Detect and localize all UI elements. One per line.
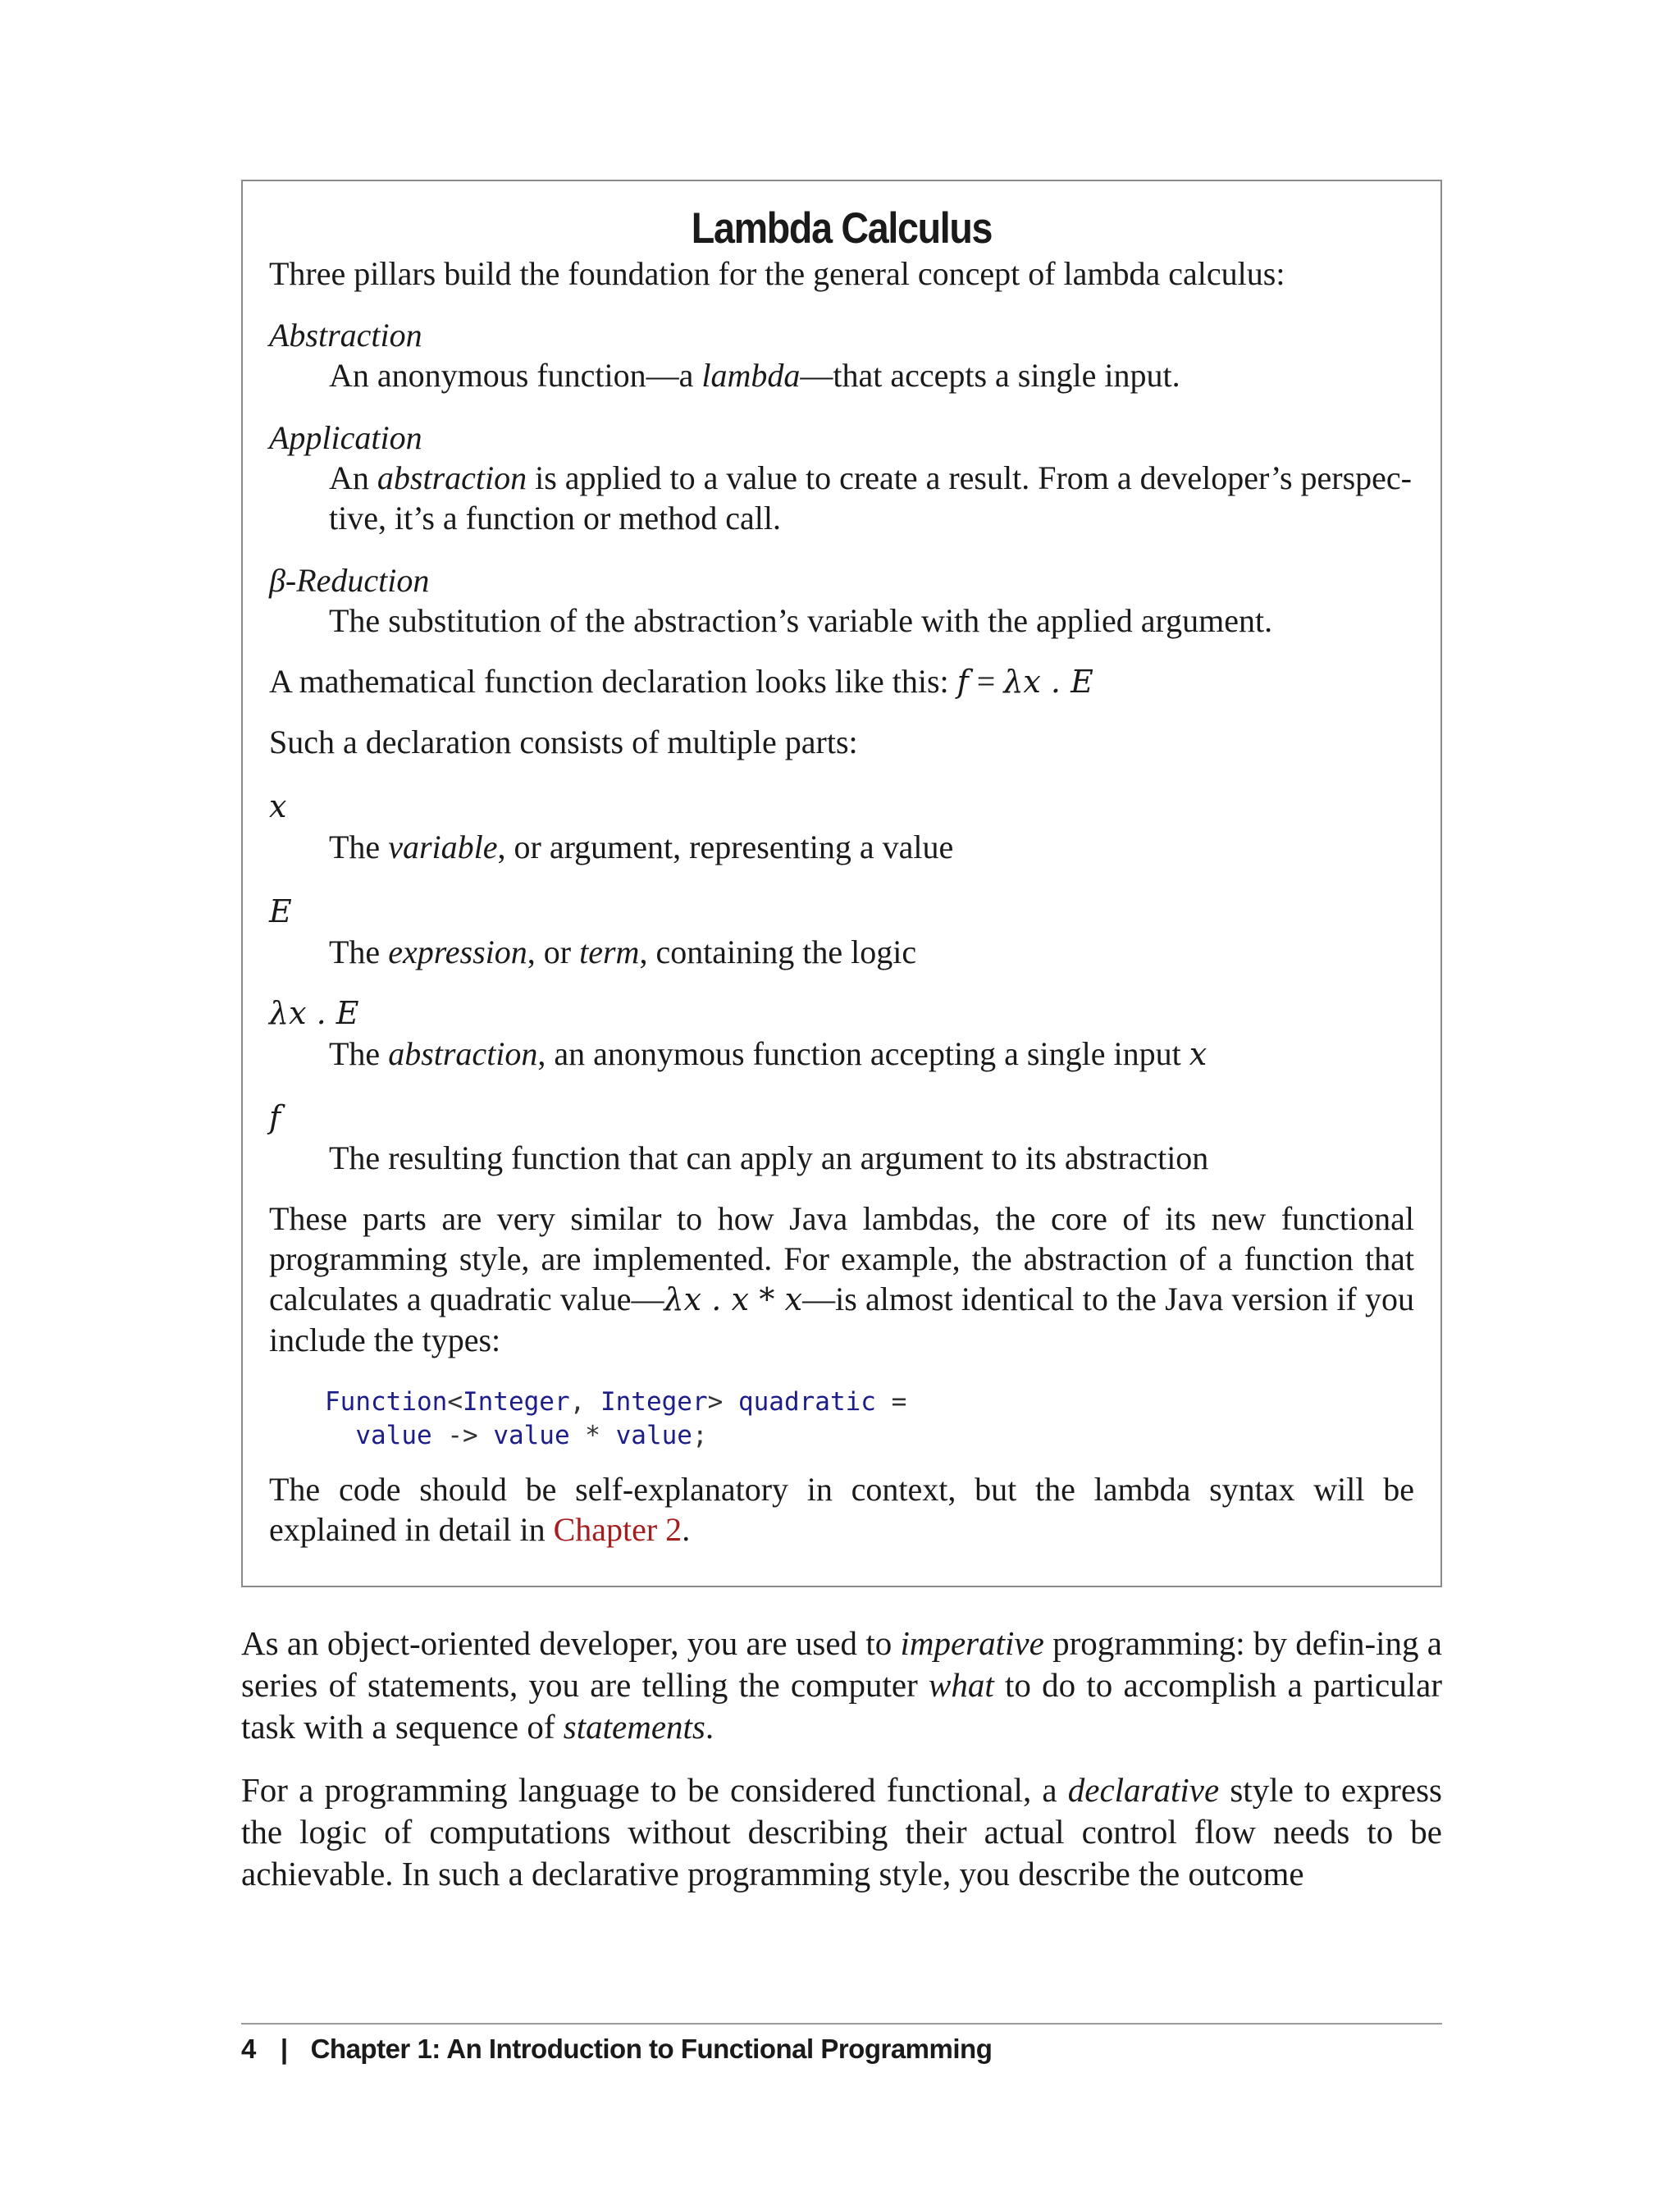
footer-rule [241,2023,1442,2025]
sidebar-title: Lambda Calculus [691,204,993,253]
imperative-paragraph: As an object-oriented developer, you are used to imperative programming: by defin-ing a series of statements, you are telling the computer what to do to accomplish a particular task with a sequence of statements. [241,1624,1443,1746]
part-definition-e: The expression, or term, containing the logic [329,933,917,970]
definition-abstraction: An anonymous function—a lambda—that accepts a single input. [329,356,1180,394]
declarative-paragraph: For a programming language to be considered functional, a declarative style to express the logic of computations without describing their actual control flow needs to be achievable. In such a declarative programming style, you describe the outcome [241,1771,1442,1892]
part-definition-f: The resulting function that can apply an argument to its abstraction [329,1139,1209,1176]
part-term-f: f [269,1098,281,1135]
definition-beta-reduction: The substitution of the abstraction’s variable with the applied argument. [329,601,1273,639]
lambda-calculus-sidebar [241,180,1442,1587]
part-term-x: x [269,788,287,824]
part-definition-x: The variable, or argument, representing a value [329,828,954,865]
footer-separator: | [280,2034,288,2064]
definition-application: An abstraction is applied to a value to create a result. From a developer’s perspec- tive, it’s a function or method call. [329,459,1412,536]
term-application: Application [269,418,422,456]
page-footer [241,2031,992,2067]
declaration-sentence: A mathematical function declaration looks like this: f = λx . E [269,662,1093,700]
footer-chapter-title: Chapter 1: An Introduction to Functional Programming [310,2034,993,2064]
part-term-e: E [269,892,292,929]
sidebar-intro: Three pillars build the foundation for the general concept of lambda calculus: [269,254,1285,292]
part-term-lambda: λx . E [269,994,359,1031]
parts-intro: Such a declaration consists of multiple parts: [269,723,858,760]
chapter-2-link[interactable]: Chapter 2 [553,1510,682,1548]
java-lambda-paragraph: These parts are very similar to how Java lambdas, the core of its new functional programming style, are implemented. For example, the abstraction of a function that calculates a quadratic value—λx . x * x—is almost identical to the Java version if you include the types: [269,1199,1415,1358]
part-definition-lambda: The abstraction, an anonymous function accepting a single input x [329,1034,1208,1072]
term-beta-reduction: β-Reduction [269,561,430,599]
java-code-block: Function<Integer, Integer> quadratic = value -> value * value; [325,1386,907,1450]
term-abstraction: Abstraction [269,316,422,354]
closing-paragraph: The code should be self-explanatory in context, but the lambda syntax will be explained in detail in Chapter 2. [269,1470,1414,1548]
page-number: 4 [241,2034,256,2064]
